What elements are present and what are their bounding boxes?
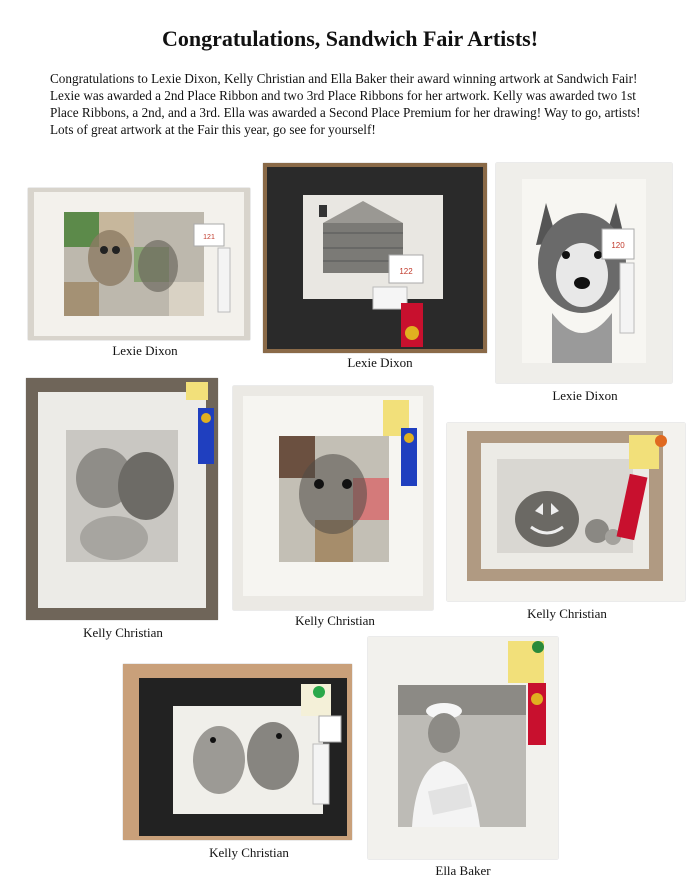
caption-6: Kelly Christian <box>527 606 607 621</box>
officer-portrait-image <box>368 637 558 859</box>
caption-3: Lexie Dixon <box>552 388 618 403</box>
caption-8: Ella Baker <box>435 863 491 878</box>
owls-collage-image <box>28 188 250 340</box>
jack-o-lantern-image <box>447 423 685 601</box>
caption-1: Lexie Dixon <box>112 343 178 358</box>
svg-text:121: 121 <box>203 234 215 241</box>
artwork-photo-8 <box>368 637 558 859</box>
page-title: Congratulations, Sandwich Fair Artists! <box>161 26 539 51</box>
caption-7: Kelly Christian <box>209 845 289 860</box>
caption-2: Lexie Dixon <box>347 355 413 370</box>
birds-image <box>123 664 352 840</box>
artwork-photo-4 <box>26 378 218 620</box>
artwork-photo-2 <box>263 163 487 353</box>
svg-text:122: 122 <box>399 267 413 276</box>
barn-image <box>263 163 487 353</box>
artwork-photo-3 <box>496 163 672 383</box>
artwork-photo-1 <box>28 188 250 340</box>
caption-5: Kelly Christian <box>295 613 375 628</box>
baby-portrait-image <box>26 378 218 620</box>
caption-4: Kelly Christian <box>83 625 163 640</box>
svg-text:120: 120 <box>611 241 625 250</box>
artwork-photo-7 <box>123 664 352 840</box>
dog-collage-image <box>233 386 433 610</box>
husky-image <box>496 163 672 383</box>
artwork-photo-6 <box>447 423 685 601</box>
intro-paragraph: Congratulations to Lexie Dixon, Kelly Christian and Ella Baker their award winning artwork at Sandwich Fair! Lexie was awarded a 2nd Place Ribbon and two 3rd Place Ribbons for her artwork. Kelly was awarded two 1st Place Ribbons, a 2nd, and a 3rd. Ella was awarded a Second Place Premium for her drawing! Way to go, artists! Lots of great artwork at the Fair this year, go see for yourself! <box>50 71 641 137</box>
artwork-photo-5 <box>233 386 433 610</box>
